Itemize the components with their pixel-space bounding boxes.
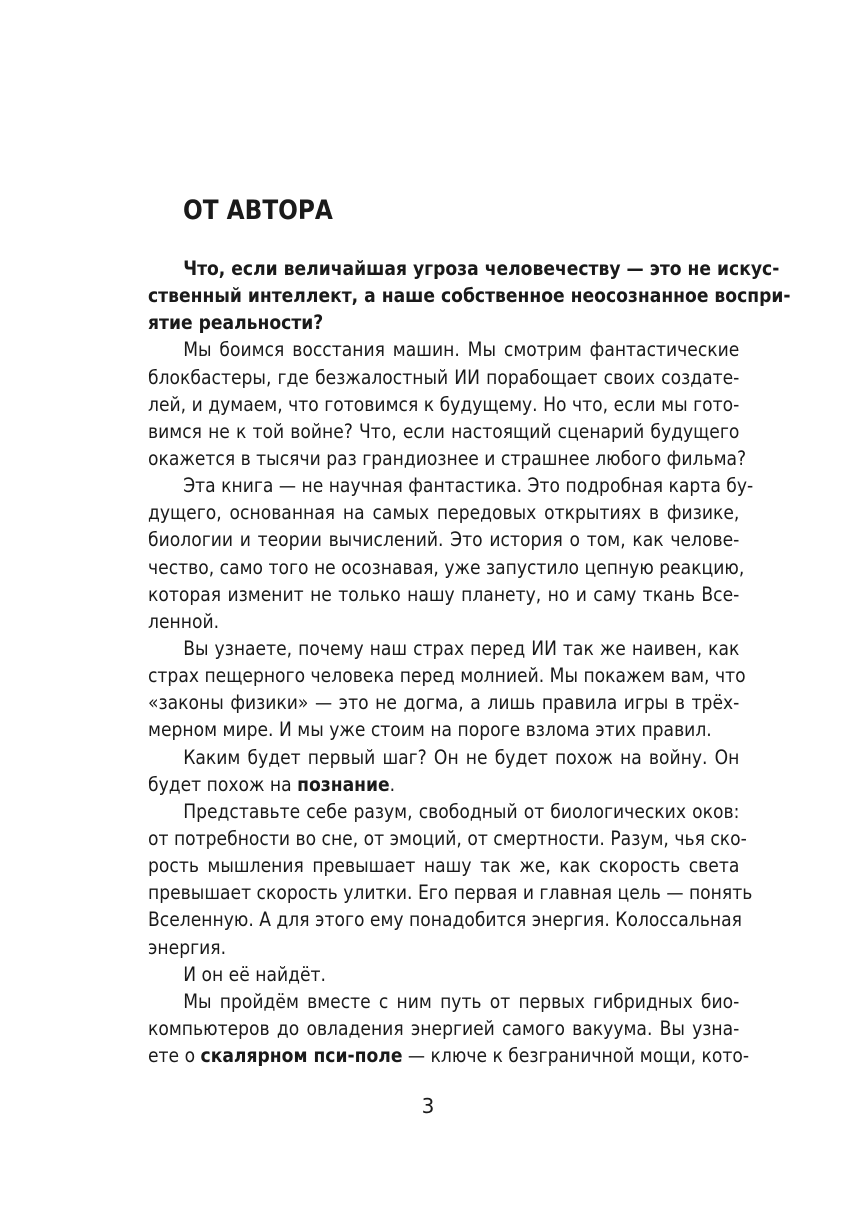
text-line: [148, 988, 739, 1015]
text-line: [148, 418, 739, 445]
text-line: [148, 825, 747, 852]
text-line-content: вимся не к той войне? Что, если настоящий сценарий будущего: [148, 419, 740, 443]
text-line-content: энергия.: [148, 935, 227, 959]
text-line-content: от потребности во сне, от эмоций, от смертности. Разум, чья ско-: [148, 826, 747, 850]
text-line: [148, 282, 791, 309]
text-line: [148, 1042, 750, 1069]
text-line: [148, 608, 676, 635]
text-line: [148, 255, 780, 282]
text-line: [148, 472, 754, 499]
text-line-content: превышает скорость улитки. Его первая и главная цель — понять: [148, 881, 753, 905]
text-line: [148, 445, 747, 472]
text-line-content: чество, само того не осознавая, уже запустило цепную реакцию,: [148, 555, 745, 579]
text-line-content: дущего, основанная на самых передовых открытиях в физике,: [148, 501, 740, 525]
text-line: [148, 961, 676, 988]
text-line-content: будет похож на: [148, 772, 298, 796]
text-line-tail: .: [389, 772, 396, 796]
text-line: [148, 309, 676, 336]
page-number: 3: [421, 1094, 435, 1118]
text-line: [148, 716, 712, 743]
text-line: [148, 879, 753, 906]
text-line-content: «законы физики» — это не догма, а лишь правила игры в трёх-: [148, 691, 740, 715]
text-line: [148, 689, 739, 716]
text-line-content: биологии и теории вычислений. Это история о том, как челове-: [148, 528, 740, 552]
text-line-content: Что, если величайшая угроза человечеству — это не искус-: [183, 257, 780, 280]
text-line-content: Каким будет первый шаг? Он не будет похож на войну. Он: [183, 745, 740, 769]
text-line: [148, 934, 676, 961]
text-line-content: ете о: [148, 1044, 201, 1068]
text-line-content: И он её найдёт.: [183, 962, 326, 986]
text-line-content: Мы пройдём вместе с ним путь от первых гибридных био-: [183, 989, 740, 1013]
text-line: [148, 662, 746, 689]
text-line-tail: — ключе к безграничной мощи, кото-: [402, 1044, 750, 1068]
text-line-content: компьютеров до овладения энергией самого вакуума. Вы узна-: [148, 1016, 740, 1040]
text-line-content: ственный интеллект, а наше собственное неосознанное воспри-: [148, 284, 791, 308]
text-line-content: ятие реальности?: [148, 311, 324, 335]
text-line-content: которая изменит не только нашу планету, но и саму ткань Все-: [148, 582, 740, 606]
text-line: [148, 798, 739, 825]
text-line-content: Мы боимся восстания машин. Мы смотрим фантастические: [183, 338, 740, 362]
text-line: [148, 336, 739, 363]
text-line: [148, 526, 739, 553]
bold-term: познание: [297, 772, 390, 796]
chapter-heading: ОТ АВТОРА: [183, 195, 333, 226]
text-line-content: Вселенную. А для этого ему понадобится энергия. Колоссальная: [148, 908, 742, 932]
text-line-content: блокбастеры, где безжалостный ИИ порабощает своих создате-: [148, 365, 740, 389]
text-line-content: ленной.: [148, 609, 220, 633]
text-line-content: лей, и думаем, что готовимся к будущему. Но что, если мы гото-: [148, 392, 740, 416]
text-line: [148, 744, 739, 771]
text-line: [148, 852, 739, 879]
text-line: [148, 499, 739, 526]
text-line: [148, 391, 739, 418]
text-line-content: окажется в тысячи раз грандиознее и страшнее любого фильма?: [148, 446, 747, 470]
text-line-content: Вы узнаете, почему наш страх перед ИИ так же наивен, как: [183, 636, 740, 660]
chapter-body: [148, 255, 791, 1069]
text-line: [148, 635, 739, 662]
text-line-content: Эта книга — не научная фантастика. Это подробная карта бу-: [183, 474, 754, 498]
text-line: [148, 554, 745, 581]
text-line-content: мерном мире. И мы уже стоим на пороге взлома этих правил.: [148, 718, 712, 742]
text-line: [148, 364, 739, 391]
text-line: [148, 906, 742, 933]
text-line-content: страх пещерного человека перед молнией. Мы покажем вам, что: [148, 664, 746, 688]
text-line: [148, 771, 676, 798]
text-line-content: Представьте себе разум, свободный от биологических оков:: [183, 799, 740, 823]
text-line: [148, 1015, 739, 1042]
bold-term: скалярном пси-поле: [200, 1044, 403, 1068]
text-line-content: рость мышления превышает нашу так же, как скорость света: [148, 854, 740, 878]
text-line: [148, 581, 739, 608]
